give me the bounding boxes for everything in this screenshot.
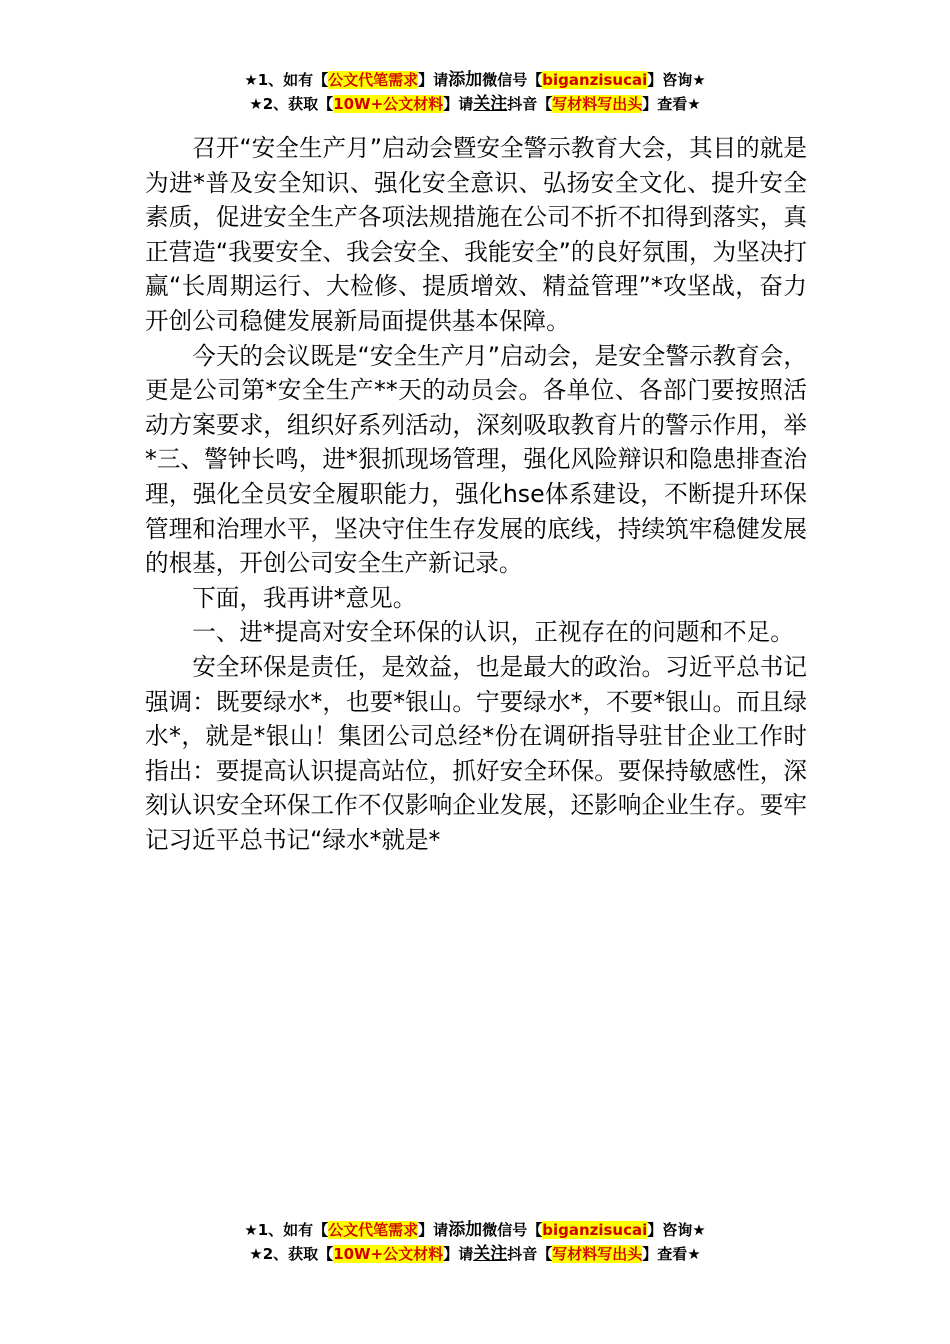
highlight-douyin-account: 写材料写出头 [552, 95, 643, 113]
highlight-douyin-account: 写材料写出头 [552, 1245, 643, 1263]
banner-text: 】请 [443, 95, 474, 113]
banner-emphasis: 关注 [473, 1244, 508, 1264]
banner-text: ★1、如有【 [244, 71, 329, 89]
paragraph: 安全环保是责任，是效益，也是最大的政治。习近平总书记强调：既要绿水*，也要*银山。宁要绿水*，不要*银山。而且绿水*，就是*银山！集团公司总经*份在调研指导驻甘企业工作时指出：要提高认识提高站位，抓好安全环保。要保持敏感性，深刻认识安全环保工作不仅影响企业发展，还影响企业生存。要牢记习近平总书记“绿水*就是* [145, 652, 807, 854]
banner-line-1 [0, 68, 950, 92]
banner-text: ★2、获取【 [249, 1245, 334, 1263]
banner-text: 】请 [418, 1221, 449, 1239]
banner-line-2 [0, 92, 950, 116]
header-banner [0, 68, 950, 116]
banner-text: 】咨询★ [647, 1221, 706, 1239]
banner-line-1 [0, 1218, 950, 1242]
banner-text: 抖音【 [507, 1245, 553, 1263]
highlight-wechat-id: biganzisucai [542, 71, 648, 89]
footer-banner [0, 1218, 950, 1266]
banner-emphasis: 关注 [473, 94, 508, 114]
banner-text: 】请 [443, 1245, 474, 1263]
paragraph: 下面，我再讲*意见。 [192, 583, 417, 612]
highlight-wechat-id: biganzisucai [542, 1221, 648, 1239]
highlight-materials: 10W+公文材料 [333, 95, 444, 113]
banner-text: 】查看★ [642, 1245, 701, 1263]
document-body [145, 131, 807, 857]
banner-text: 】请 [418, 71, 449, 89]
banner-text: 】查看★ [642, 95, 701, 113]
banner-text: 】咨询★ [647, 71, 706, 89]
banner-text: 微信号【 [482, 71, 543, 89]
banner-emphasis: 添加 [448, 1220, 483, 1240]
highlight-service: 公文代笔需求 [328, 1221, 419, 1239]
banner-text: ★1、如有【 [244, 1221, 329, 1239]
paragraph: 召开“安全生产月”启动会暨安全警示教育大会，其目的就是为进*普及安全知识、强化安全意识、弘扬安全文化、提升安全素质，促进安全生产各项法规措施在公司不折不扣得到落实，真正营造“我要安全、我会安全、我能安全”的良好氛围，为坚决打赢“长周期运行、大检修、提质增效、精益管理”*攻坚战，奋力开创公司稳健发展新局面提供基本保障。 [145, 134, 807, 335]
banner-emphasis: 添加 [448, 70, 483, 90]
paragraph: 今天的会议既是“安全生产月”启动会，是安全警示教育会，更是公司第*安全生产**天的动员会。各单位、各部门要按照活动方案要求，组织好系列活动，深刻吸取教育片的警示作用，举*三、警钟长鸣，进*狠抓现场管理，强化风险辩识和隐患排查治理，强化全员安全履职能力，强化hse体系建设，不断提升环保管理和治理水平，坚决守住生存发展的底线，持续筑牢稳健发展的根基，开创公司安全生产新记录。 [145, 341, 807, 578]
highlight-service: 公文代笔需求 [328, 71, 419, 89]
highlight-materials: 10W+公文材料 [333, 1245, 444, 1263]
section-heading: 一、进*提高对安全环保的认识，正视存在的问题和不足。 [192, 618, 794, 647]
banner-text: ★2、获取【 [249, 95, 334, 113]
banner-line-2 [0, 1242, 950, 1266]
banner-text: 抖音【 [507, 95, 553, 113]
banner-text: 微信号【 [482, 1221, 543, 1239]
